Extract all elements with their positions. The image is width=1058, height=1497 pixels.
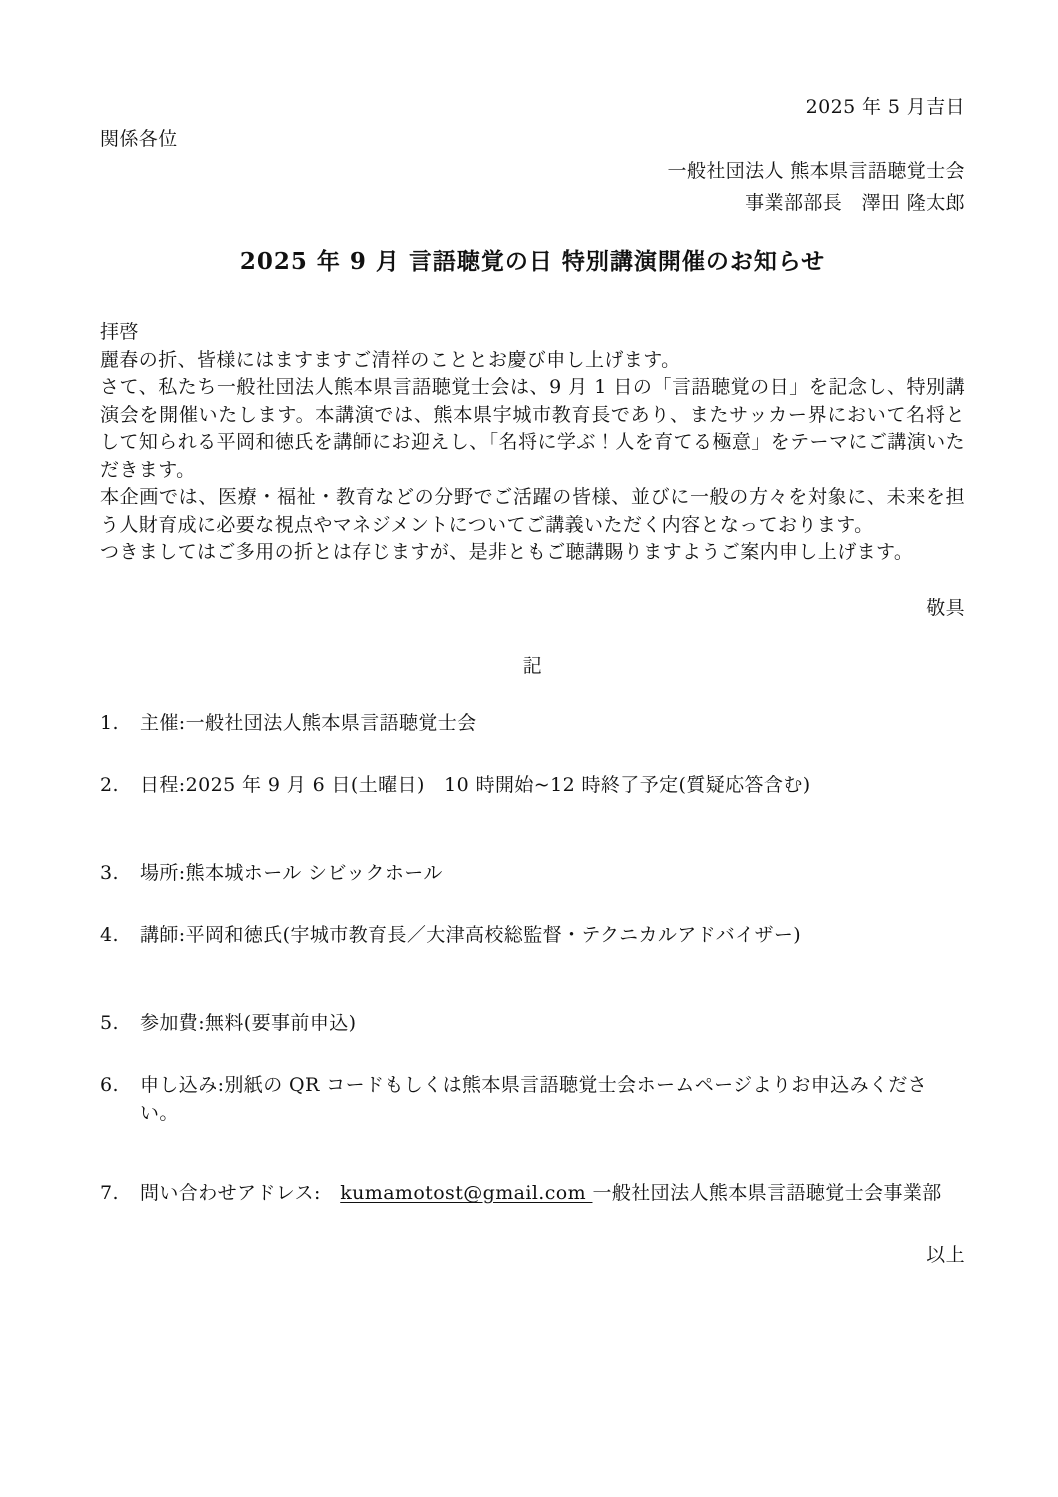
list-item-number: 1. (100, 711, 119, 734)
body-paragraph-audience: 本企画では、医療・福祉・教育などの分野でご活躍の皆様、並びに一般の方々を対象に、未来を担う人財育成に必要な視点やマネジメントについてご講義いただく内容となっております。 (100, 486, 965, 536)
list-item-application (100, 1072, 965, 1127)
list-item-number: 7. (100, 1182, 119, 1204)
contact-email-link[interactable]: kumamotost@gmail.com (340, 1182, 593, 1204)
list-item-text (140, 1180, 965, 1208)
greeting-haikei: 拝啓 (100, 321, 139, 343)
record-marker-ki: 記 (522, 655, 543, 677)
list-item-number: 4. (100, 924, 119, 946)
list-item-number: 2. (100, 774, 119, 796)
list-item-fee (100, 1010, 965, 1038)
list-item-contact (100, 1180, 965, 1208)
list-item-number: 6. (100, 1074, 119, 1096)
body-paragraph-invitation: つきましてはご多用の折とは存じますが、是非ともご聴講賜りますようご案内申し上げます。 (100, 541, 914, 563)
end-note-ijou: 以上 (926, 1243, 965, 1266)
closing-keigu: 敬具 (926, 596, 965, 619)
list-item-text: 講師:平岡和徳氏(宇城市教育長／大津高校総監督・テクニカルアドバイザー) (140, 924, 802, 946)
list-item-venue (100, 860, 965, 888)
body-paragraph-announcement: さて、私たち一般社団法人熊本県言語聴覚士会は、9 月 1 日の「言語聴覚の日」を記念し、特別講演会を開催いたします。本講演では、熊本県宇城市教育長であり、またサッカー界において名将として知られる平岡和徳氏を講師にお迎えし、「名将に学ぶ！人を育てる極意」をテーマにご講演いただきます。 (100, 376, 965, 481)
body-paragraph-seasonal: 麗春の折、皆様にはますますご清祥のこととお慶び申し上げます。 (100, 348, 681, 371)
list-item-number: 5. (100, 1011, 119, 1034)
sender-person: 事業部部長 澤田 隆太郎 (745, 191, 965, 214)
list-item-number: 3. (100, 861, 119, 884)
list-item-text: 参加費:無料(要事前申込) (140, 1011, 357, 1034)
contact-label: 問い合わせアドレス: (140, 1182, 341, 1204)
list-item-text: 日程:2025 年 9 月 6 日(土曜日) 10 時開始~12 時終了予定(質疑応答含む) (140, 774, 811, 796)
document-title: 2025 年 9 月 言語聴覚の日 特別講演開催のお知らせ (239, 248, 826, 275)
letter-date: 2025 年 5 月吉日 (805, 96, 965, 118)
list-item-lecturer (100, 922, 965, 950)
sender-organization: 一般社団法人 熊本県言語聴覚士会 (667, 160, 965, 182)
list-item-organizer (100, 710, 965, 738)
details-list (100, 710, 965, 1208)
list-item-text: 主催:一般社団法人熊本県言語聴覚士会 (140, 711, 477, 734)
contact-department: 一般社団法人熊本県言語聴覚士会事業部 (592, 1182, 942, 1204)
addressee: 関係各位 (100, 127, 178, 150)
list-item-schedule (100, 772, 965, 800)
list-item-text: 場所:熊本城ホール シビックホール (140, 861, 443, 884)
list-item-text: 申し込み:別紙の QR コードもしくは熊本県言語聴覚士会ホームページよりお申込みください。 (140, 1074, 928, 1124)
